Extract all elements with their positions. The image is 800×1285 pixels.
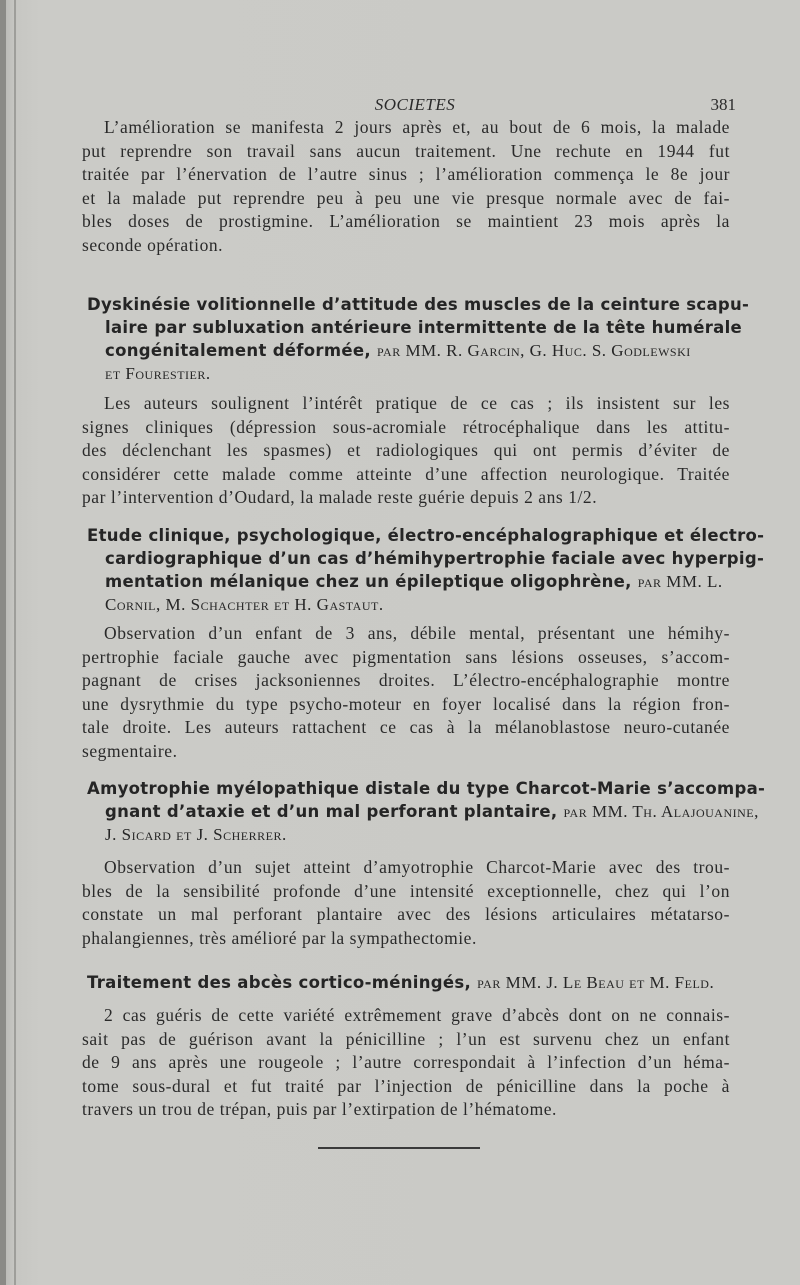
section-body-2 bbox=[82, 622, 730, 763]
heading-line: gnant d’ataxie et d’un mal perforant plantaire, par MM. Th. Alajouanine, bbox=[105, 802, 759, 821]
section-body-4 bbox=[82, 1004, 730, 1122]
text-line: sait pas de guérison avant la pénicilline ; l’un est survenu chez un enfant bbox=[82, 1028, 730, 1049]
authors: J. Sicard et J. Scherrer. bbox=[105, 825, 287, 844]
text-line: put reprendre son travail sans aucun traitement. Une rechute en 1944 fut bbox=[82, 140, 730, 161]
section-heading-1 bbox=[87, 293, 750, 385]
text-line: tome sous-dural et fut traité par l’injection de pénicilline dans la poche à bbox=[82, 1075, 730, 1096]
text-line: pagnant de crises jacksoniennes droites. L’électro-encéphalographie montre bbox=[82, 670, 730, 690]
page-number: 381 bbox=[710, 95, 736, 114]
text-line: considérer cette malade comme atteinte d’une affection neurologique. Traitée bbox=[82, 463, 730, 484]
section-body-1 bbox=[82, 392, 730, 510]
heading-line: mentation mélanique chez un épileptique oligophrène, par MM. L. bbox=[105, 572, 723, 591]
text-line: segmentaire. bbox=[82, 740, 178, 761]
authors: par MM. R. Garcin, G. Huc. S. Godlewski bbox=[376, 341, 691, 360]
heading-line: Dyskinésie volitionnelle d’attitude des muscles de la ceinture scapu- bbox=[87, 295, 750, 314]
text-line: traitée par l’énervation de l’autre sinus ; l’amélioration commença le 8e jour bbox=[82, 164, 730, 184]
text-line: bles doses de prostigmine. L’amélioration se maintient 23 mois après la bbox=[82, 211, 730, 231]
text-line: phalangiennes, très amélioré par la sympathectomie. bbox=[82, 927, 477, 948]
text-line: constate un mal perforant plantaire avec des lésions articulaires métatarso- bbox=[82, 904, 730, 924]
text-line: bles de la sensibilité profonde d’une intensité exceptionnelle, chez qui l’on bbox=[82, 880, 730, 901]
section-body-3 bbox=[82, 856, 730, 950]
text-line: par l’intervention d’Oudard, la malade reste guérie depuis 2 ans 1/2. bbox=[82, 487, 598, 507]
section-heading-4 bbox=[87, 971, 735, 994]
text-line: et la malade put reprendre peu à peu une vie presque normale avec de fai- bbox=[82, 187, 730, 208]
heading-line: congénitalement déformée, par MM. R. Garcin, G. Huc. S. Godlewski bbox=[105, 341, 691, 360]
text-line: Observation d’un sujet atteint d’amyotrophie Charcot-Marie avec des trou- bbox=[104, 857, 730, 877]
authors: par MM. J. Le Beau et M. Feld. bbox=[477, 973, 715, 992]
binding-shadow bbox=[14, 0, 16, 1285]
heading-line: cardiographique d’un cas d’hémihypertrophie faciale avec hyperpig- bbox=[105, 549, 765, 568]
end-rule bbox=[318, 1147, 480, 1149]
text-line: une dysrythmie du type psycho-moteur en foyer localisé dans la région fron- bbox=[82, 693, 730, 714]
text-line: Les auteurs soulignent l’intérêt pratique de ce cas ; ils insistent sur les bbox=[104, 393, 730, 413]
heading-line: Traitement des abcès cortico-méningés, par MM. J. Le Beau et M. Feld. bbox=[87, 973, 715, 992]
running-title: SOCIETES bbox=[374, 95, 456, 114]
text-line: pertrophie faciale gauche avec pigmentation sans lésions osseuses, s’accom- bbox=[82, 646, 730, 667]
heading-line: laire par subluxation antérieure intermittente de la tête humérale bbox=[105, 318, 743, 337]
authors: Cornil, M. Schachter et H. Gastaut. bbox=[105, 595, 384, 614]
heading-line: Amyotrophie myélopathique distale du type Charcot-Marie s’accompa- bbox=[87, 779, 766, 798]
authors: et Fourestier. bbox=[105, 364, 211, 383]
binding-edge bbox=[0, 0, 6, 1285]
section-heading-3 bbox=[87, 777, 766, 846]
text-line: des déclenchant les spasmes) et radiologiques qui ont permis d’éviter de bbox=[82, 440, 730, 460]
text-line: signes cliniques (dépression sous-acromiale rétrocéphalique dans les attitu- bbox=[82, 416, 730, 437]
section-heading-2 bbox=[87, 524, 765, 616]
authors: par MM. L. bbox=[637, 572, 723, 591]
heading-line: Etude clinique, psychologique, électro-encéphalographique et électro- bbox=[87, 526, 765, 545]
text-line: de 9 ans après une rougeole ; l’autre correspondait à l’infection d’un héma- bbox=[82, 1052, 730, 1072]
text-line: tale droite. Les auteurs rattachent ce cas à la mélanoblastose neuro-cutanée bbox=[82, 717, 730, 737]
text-line: travers un trou de trépan, puis par l’extirpation de l’hématome. bbox=[82, 1099, 557, 1119]
intro-paragraph bbox=[82, 116, 730, 257]
text-line: L’amélioration se manifesta 2 jours après et, au bout de 6 mois, la malade bbox=[104, 117, 730, 137]
text-line: Observation d’un enfant de 3 ans, débile mental, présentant une hémihy- bbox=[104, 623, 730, 643]
text-line: 2 cas guéris de cette variété extrêmement grave d’abcès dont on ne connais- bbox=[104, 1005, 730, 1025]
authors: par MM. Th. Alajouanine, bbox=[563, 802, 759, 821]
text-line: seconde opération. bbox=[82, 234, 224, 255]
